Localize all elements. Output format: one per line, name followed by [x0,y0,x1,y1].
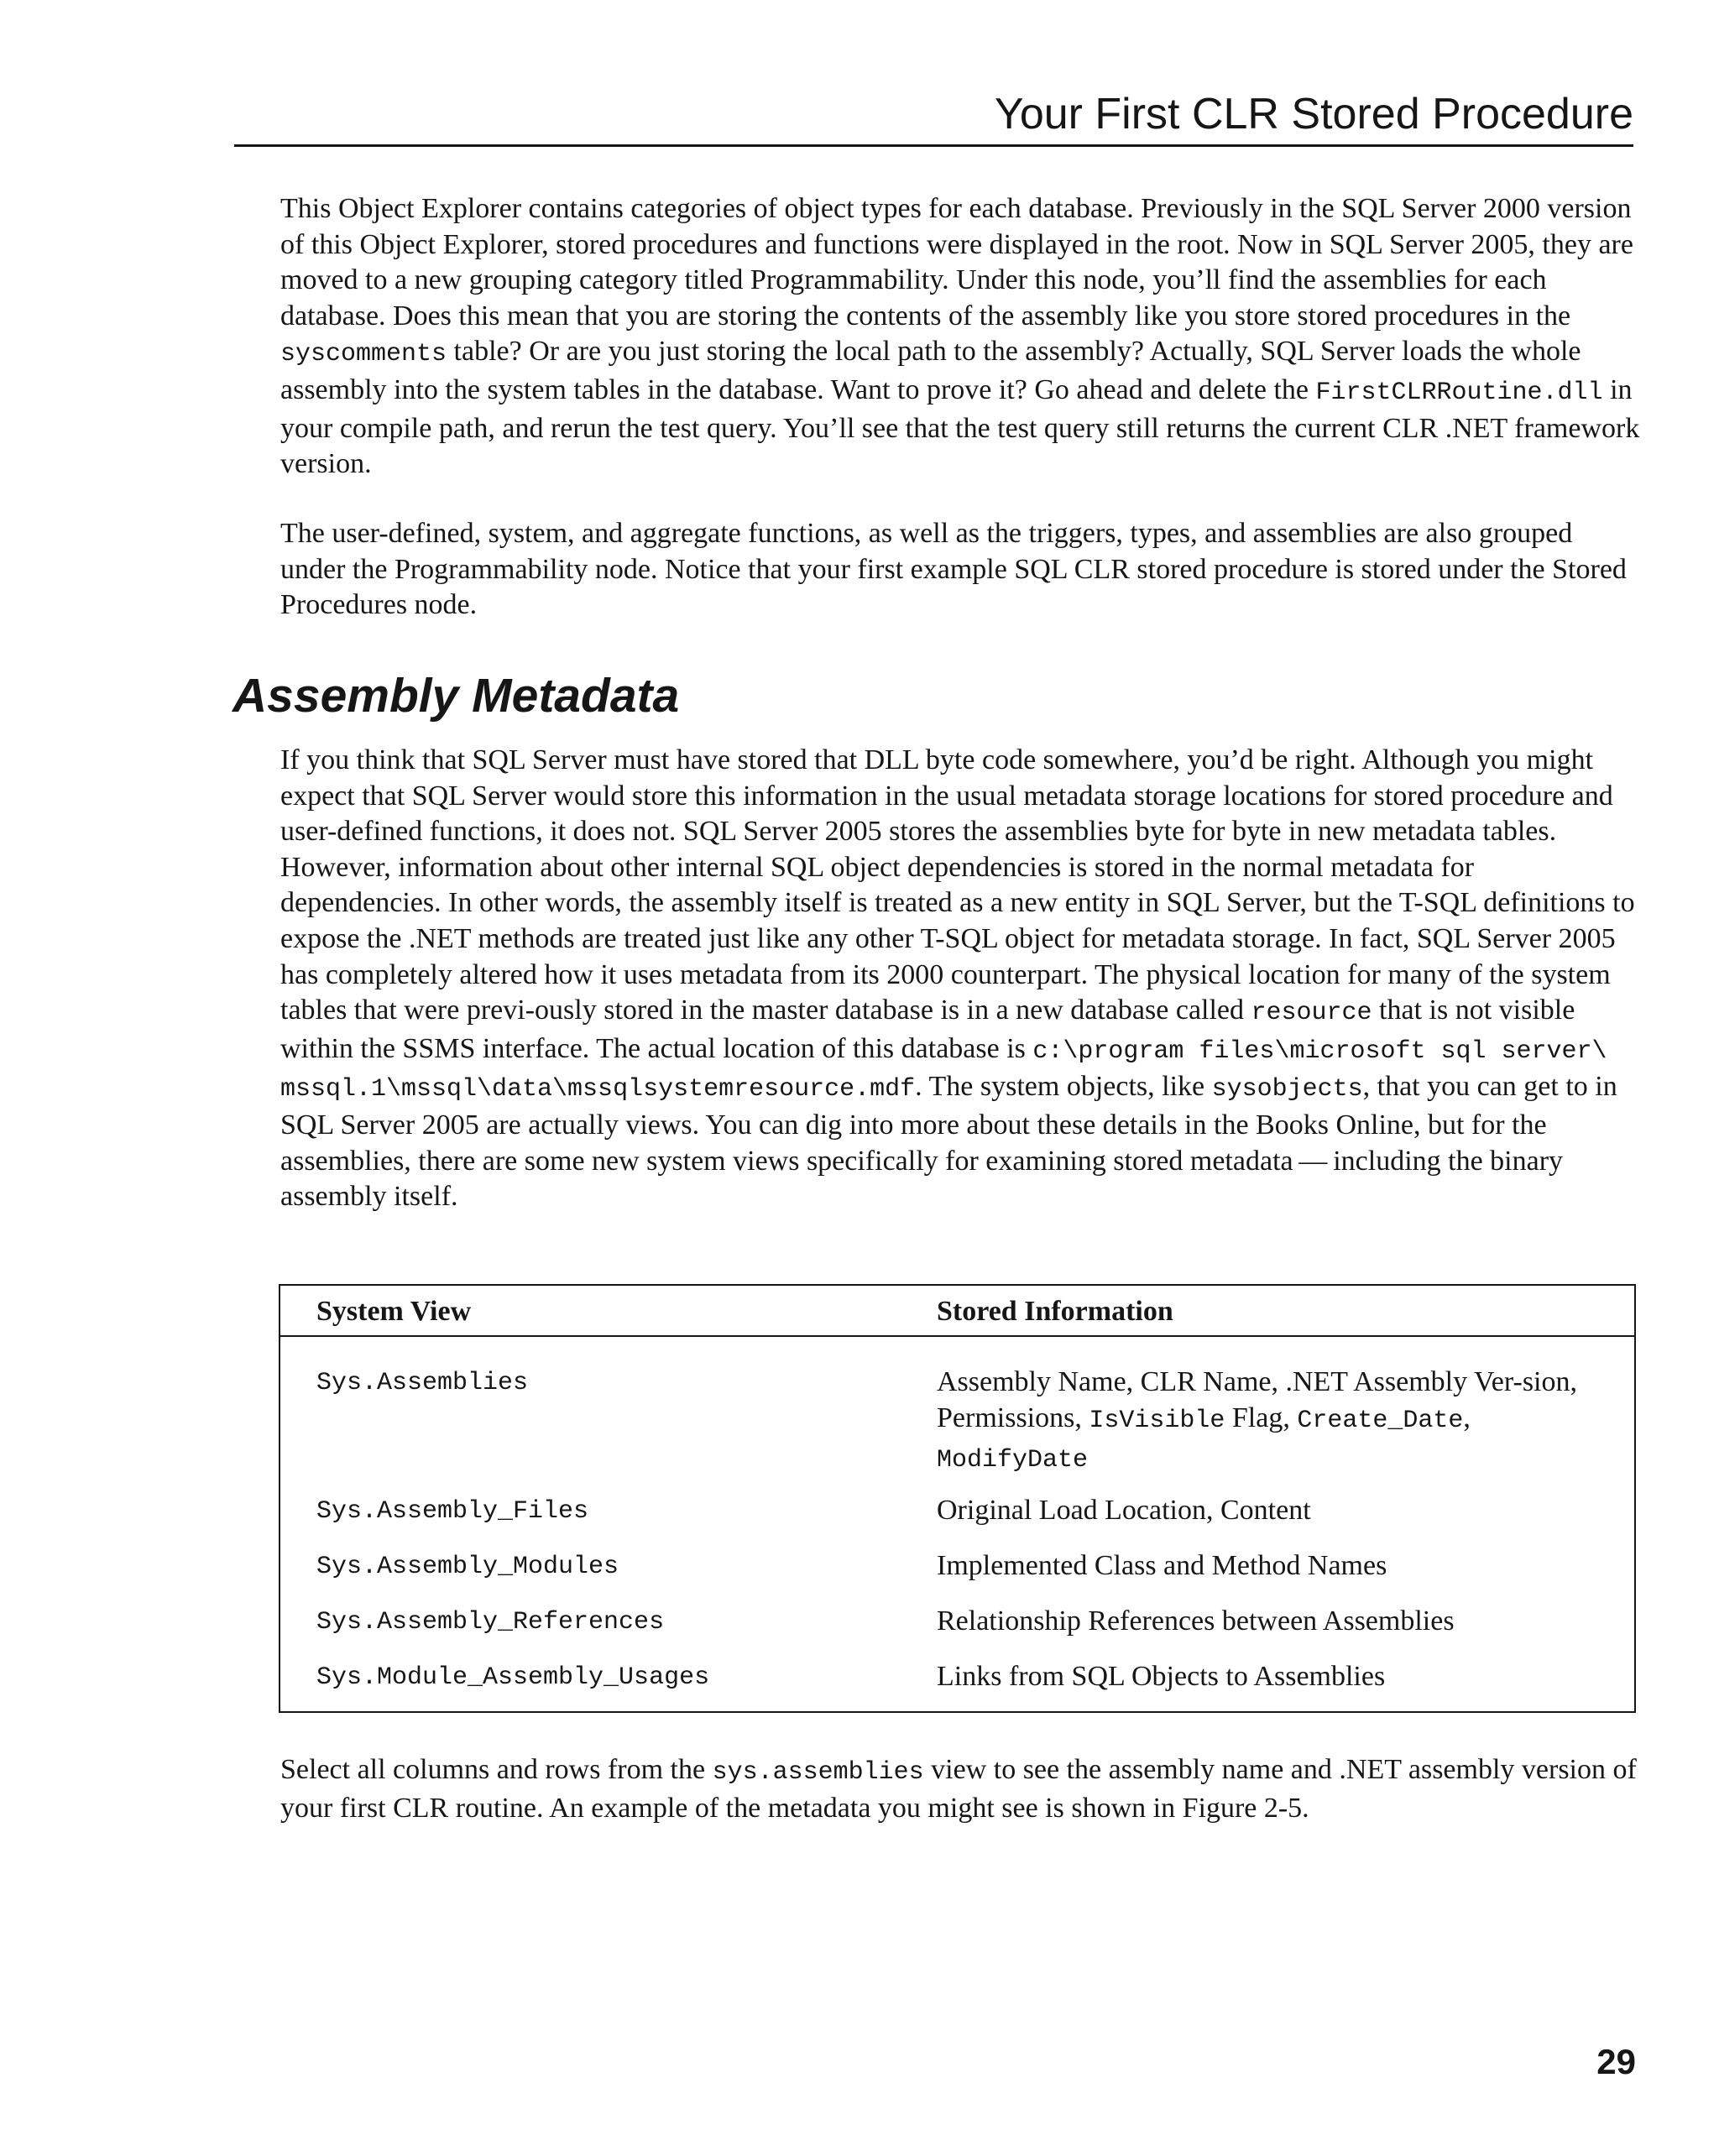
page-header [234,84,1633,147]
inline-code-syscomments: syscomments [280,340,447,369]
system-view-name: Sys.Assembly_Files [316,1497,589,1526]
paragraph-programmability-node: The user-defined, system, and aggregate functions, as well as the triggers, types, and assemblies are also grouped under the Programmability node. Notice that your first example SQL CLR stored procedure is stored under the Stored Procedures node. [280,518,1627,621]
paragraph-text: view to see the assembly name and .NET assembly version of your first CLR routine. An example of the metadata you might see is shown in Figure 2-5. [280,1754,1637,1824]
stored-information-text: Flag, [1225,1402,1298,1433]
paragraph-text: that is not visible within the SSMS interface. The actual location of this database is [280,994,1575,1064]
page-number: 29 [1596,2042,1636,2081]
inline-code-sys-assemblies: sys.assemblies [712,1758,924,1787]
stored-information: Links from SQL Objects to Assemblies [937,1661,1386,1692]
stored-information-text: , [1463,1402,1471,1433]
paragraph-text: table? Or are you just storing the local path to the assembly? Actually, SQL Server loads the whole assembly into the system tables in the database. Want to prove it? Go ahead and delete the [280,336,1581,405]
inline-code-dll-name: FirstCLRRoutine.dll [1315,378,1603,407]
inline-code-modifydate: ModifyDate [937,1446,1089,1475]
stored-information: Implemented Class and Method Names [937,1550,1387,1581]
system-views-table [279,1284,1636,1713]
paragraph-text: If you think that SQL Server must have stored that DLL byte code somewhere, you’d be right. Although you might expect that SQL Server would store this information in the usual metadata storage locations for stored procedure and user-defined functions, it does not. SQL Server 2005 stores the assemblies byte for byte in new metadata tables. However, information about other internal SQL object dependencies is stored in the normal metadata for dependencies. In other words, the assembly itself is treated as a new entity in SQL Server, but the T-SQL definitions to expose the .NET methods are treated just like any other T-SQL object for metadata storage. In fact, SQL Server 2005 has completely altered how it uses metadata from its 2000 counterpart. The physical location for many of the system tables that were previ-ously stored in the master database is in a new database called [280,744,1635,1026]
stored-information [937,1364,1608,1479]
running-title: Your First CLR Stored Procedure [994,90,1633,138]
system-view-name: Sys.Assembly_References [316,1608,665,1637]
paragraph-object-explorer [280,191,1640,483]
system-view-name: Sys.Module_Assembly_Usages [316,1663,710,1692]
inline-code-resource: resource [1251,999,1372,1028]
inline-code-sysobjects: sysobjects [1211,1075,1363,1104]
system-view-name: Sys.Assembly_Modules [316,1553,619,1581]
inline-code-create-date: Create_Date [1297,1407,1464,1435]
paragraph-select-assemblies [280,1752,1640,1826]
paragraph-text: Select all columns and rows from the [280,1754,713,1785]
section-heading: Assembly Metadata [233,669,680,723]
column-header-stored-information: Stored Information [937,1296,1173,1327]
paragraph-text: This Object Explorer contains categories of object types for each database. Previously in the SQL Server 2000 version of this Object Explorer, stored procedures and functions were displayed in the root. Now in SQL Server 2005, they are moved to a new grouping category titled Programmability. Under this node, you’ll find the assemblies for each database. Does this mean that you are storing the contents of the assembly like you store stored procedures in the [280,193,1633,331]
paragraph-text: , that you can get to in SQL Server 2005 are actually views. You can dig into more about these details in the Books Online, but for the assemblies, there are some new system views specifically for examining stored metadata — including the binary assembly itself. [280,1071,1617,1213]
system-view-name: Sys.Assemblies [316,1369,529,1397]
stored-information: Original Load Location, Content [937,1495,1311,1526]
inline-code-isvisible: IsVisible [1089,1407,1225,1435]
inline-code-resource-path: c:\program files\microsoft sql server\ mssql.1\mssql\data\mssqlsystemresource.mdf [280,1036,1607,1104]
table-header-row [280,1286,1634,1337]
paragraph-text: in your compile path, and rerun the test query. You’ll see that the test query still returns the current CLR .NET framework version. [280,373,1640,480]
paragraph-text: . The system objects, like [915,1071,1212,1103]
column-header-system-view: System View [316,1296,472,1327]
stored-information-text: Assembly Name, CLR Name, .NET Assembly Ver-sion, Permissions, [937,1366,1577,1433]
paragraph-assembly-metadata [280,743,1640,1215]
stored-information: Relationship References between Assemblies [937,1605,1455,1637]
